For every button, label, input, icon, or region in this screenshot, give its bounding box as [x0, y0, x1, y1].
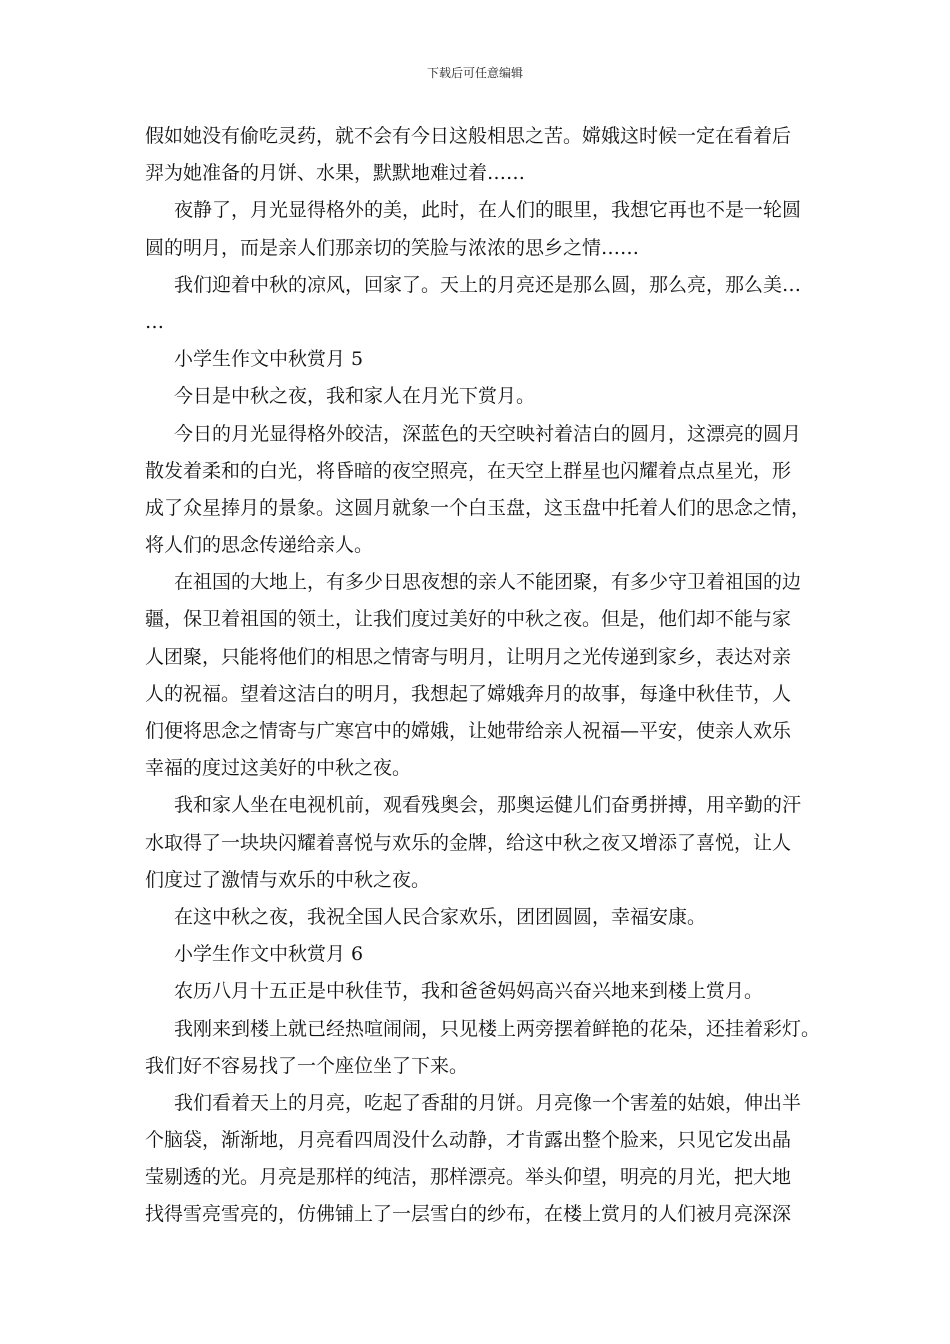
text-line: 个脑袋，渐渐地，月亮看四周没什么动静，才肯露出整个脸来，只见它发出晶: [145, 1129, 792, 1152]
text-line: 们度过了激情与欢乐的中秋之夜。: [145, 868, 431, 891]
text-line: 找得雪亮雪亮的，仿佛铺上了一层雪白的纱布，在楼上赏月的人们被月亮深深: [145, 1203, 792, 1226]
text-line: 今日是中秋之夜，我和家人在月光下赏月。: [174, 385, 536, 408]
text-line: …: [145, 310, 164, 333]
text-line: 我们看着天上的月亮，吃起了香甜的月饼。月亮像一个害羞的姑娘，伸出半: [174, 1091, 802, 1114]
text-line: 我们迎着中秋的凉风，回家了。天上的月亮还是那么圆，那么亮，那么美…: [174, 273, 802, 296]
text-line: 散发着柔和的白光，将昏暗的夜空照亮，在天空上群星也闪耀着点点星光，形: [145, 459, 792, 482]
text-line: 疆，保卫着祖国的领土，让我们度过美好的中秋之夜。但是，他们却不能与家: [145, 608, 792, 631]
text-line: 在祖国的大地上，有多少日思夜想的亲人不能团聚，有多少守卫着祖国的边: [174, 571, 802, 594]
text-line: 我刚来到楼上就已经热喧闹闹，只见楼上两旁摆着鲜艳的花朵，还挂着彩灯。: [174, 1017, 821, 1040]
text-line: 我们好不容易找了一个座位坐了下来。: [145, 1054, 469, 1077]
text-line: 成了众星捧月的景象。这圆月就象一个白玉盘，这玉盘中托着人们的思念之情，: [145, 496, 811, 519]
text-line: 小学生作文中秋赏月 6: [174, 943, 364, 966]
text-line: 圆的明月，而是亲人们那亲切的笑脸与浓浓的思乡之情……: [145, 236, 640, 259]
text-line: 今日的月光显得格外皎洁，深蓝色的天空映衬着洁白的圆月，这漂亮的圆月: [174, 422, 802, 445]
text-line: 羿为她准备的月饼、水果，默默地难过着……: [145, 162, 526, 185]
text-line: 人的祝福。望着这洁白的明月，我想起了嫦娥奔月的故事，每逢中秋佳节，人: [145, 682, 792, 705]
text-line: 幸福的度过这美好的中秋之夜。: [145, 757, 412, 780]
text-line: 小学生作文中秋赏月 5: [174, 348, 364, 371]
page-header: 下载后可任意编辑: [426, 66, 523, 80]
text-line: 们便将思念之情寄与广寒宫中的嫦娥，让她带给亲人祝福—平安，使亲人欢乐: [145, 720, 792, 742]
text-line: 莹剔透的光。月亮是那样的纯洁，那样漂亮。举头仰望，明亮的月光，把大地: [145, 1166, 792, 1189]
text-line: 人团聚，只能将他们的相思之情寄与明月，让明月之光传递到家乡，表达对亲: [145, 645, 792, 668]
text-line: 假如她没有偷吃灵药，就不会有今日这般相思之苦。嫦娥这时候一定在看着后: [145, 125, 792, 147]
document-body: [145, 118, 821, 1234]
text-line: 农历八月十五正是中秋佳节，我和爸爸妈妈高兴奋兴地来到楼上赏月。: [174, 980, 764, 1003]
text-line: 将人们的思念传递给亲人。: [145, 534, 374, 557]
text-line: 夜静了，月光显得格外的美，此时，在人们的眼里，我想它再也不是一轮圆: [174, 199, 802, 222]
text-line: 我和家人坐在电视机前，观看残奥会，那奥运健儿们奋勇拼搏，用辛勤的汗: [174, 794, 802, 817]
text-line: 在这中秋之夜，我祝全国人民合家欢乐，团团圆圆，幸福安康。: [174, 905, 707, 928]
text-line: 水取得了一块块闪耀着喜悦与欢乐的金牌，给这中秋之夜又增添了喜悦，让人: [145, 831, 792, 854]
